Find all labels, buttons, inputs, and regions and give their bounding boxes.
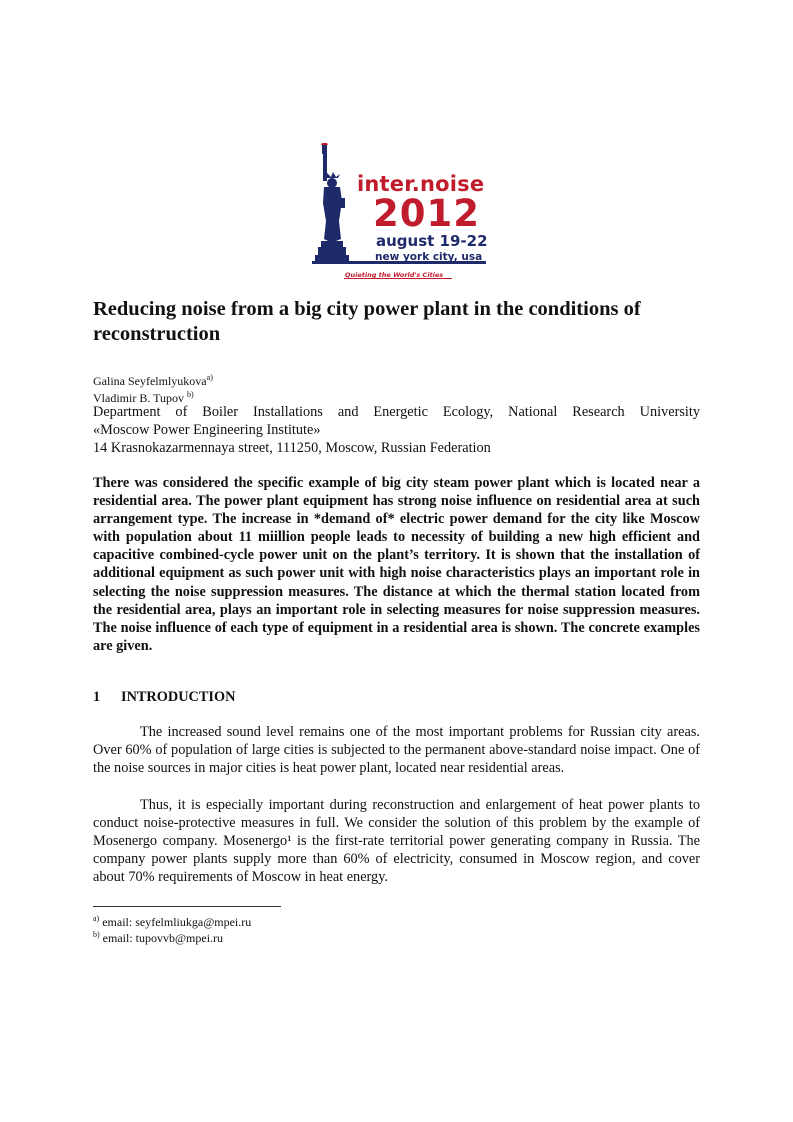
section-heading	[93, 689, 235, 706]
affiliation-line-2: «Moscow Power Engineering Institute»	[93, 422, 321, 438]
logo-tagline: Quieting the World's Cities	[345, 271, 444, 279]
abstract: There was considered the specific example of big city steam power plant which is located near a residential area. The power plant equipment has strong noise influence on residential area at such arrangement type. The increase in *demand of* electric power demand for the city like Moscow with population about 11 miillion people leads to necessity of building a new high efficient and capacitive combined-cycle power unit on the plant’s territory. It is shown that the installation of additional equipment as such power unit with high noise characteristics plays an important role in selecting the noise suppression measures. The distance at which the thermal station located from the residential area, plays an important role in selecting measures for noise suppression measures. The noise influence of each type of equipment in a residential area is shown. The concrete examples are given.	[93, 475, 700, 654]
paper-title: Reducing noise from a big city power plant in the conditions of reconstruction	[93, 298, 641, 345]
footnote-divider	[93, 906, 281, 907]
logo-line-dates: august 19-22	[376, 232, 488, 250]
section-number: 1	[93, 689, 101, 705]
body-paragraph-1: The increased sound level remains one of the most important problems for Russian city areas. Over 60% of population of large cities is subjected to the permanent above-standard noise impact. One of the noise sources in major cities is heat power plant, located near residential areas.	[93, 724, 700, 777]
footnote-mark: a)	[93, 914, 100, 923]
author-name: Vladimir B. Tupov	[93, 391, 188, 405]
conference-logo	[312, 143, 488, 283]
author-name: Galina Seyfelmlyukova	[93, 374, 207, 388]
logo-line-year: 2012	[373, 192, 480, 235]
body-paragraph-2: Thus, it is especially important during reconstruction and enlargement of heat power plants to conduct noise-protective measures in full. We consider the solution of this problem by the example of Mosenergo company. Mosenergo¹ is the first-rate territorial power generating company in Russia. The company power plants supply more than 60% of electricity, consumed in Moscow region, and cover about 70% requirements of Moscow in heat energy.	[93, 797, 700, 886]
affiliation-address: 14 Krasnokazarmennaya street, 111250, Moscow, Russian Federation	[93, 440, 491, 456]
affiliation-line-1: Department of Boiler Installations and Energetic Ecology, National Research University	[93, 404, 700, 420]
author-mark: b)	[187, 390, 194, 399]
author-mark: a)	[206, 373, 213, 382]
logo-line-inter-noise: inter.noise	[357, 172, 485, 196]
section-title: INTRODUCTION	[121, 689, 236, 705]
footnote-text: email: seyfelmliukga@mpei.ru	[99, 915, 252, 929]
footnote-mark: b)	[93, 930, 100, 939]
footnote-text: email: tupovvb@mpei.ru	[99, 931, 224, 945]
footnote-a	[93, 912, 251, 929]
logo-line-location: new york city, usa	[375, 251, 483, 263]
footnote-b	[93, 928, 223, 945]
